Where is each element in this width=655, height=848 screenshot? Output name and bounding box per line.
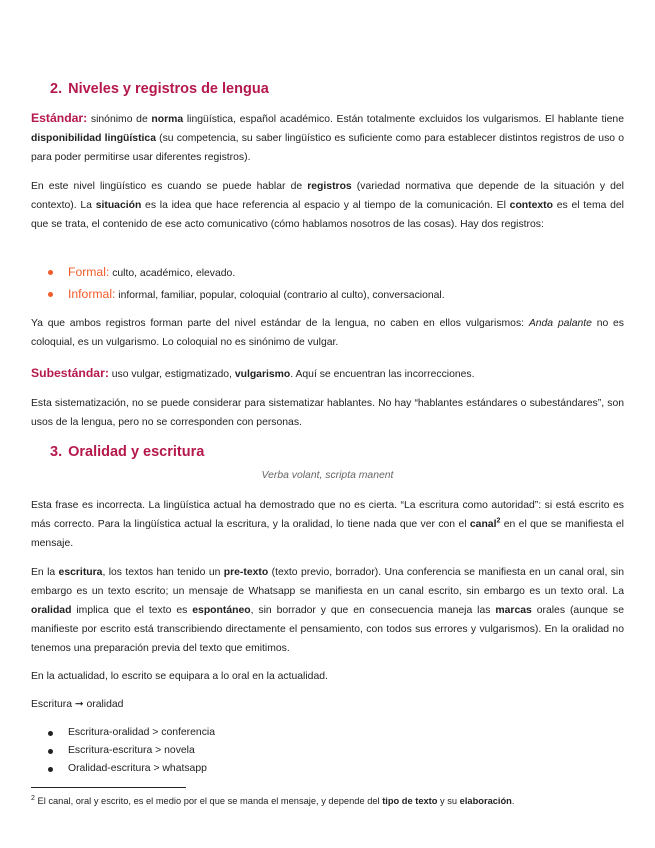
bullet-icon xyxy=(48,767,53,772)
text-run: implica que el texto es xyxy=(71,605,193,616)
text-run: Esta frase es incorrecta. La lingüística actual ha demostrado que no es cierta. “La escritura como autoridad”: si está escrito es más correcto. Para la lingüística actual la escritura, y la oralidad, lo tiene nada que ver con el xyxy=(31,500,624,530)
registro-text: culto, académico, elevado. xyxy=(109,268,236,279)
registros-list xyxy=(48,261,445,305)
text-run: (variedad normativa que depende de la situación y del contexto). La xyxy=(31,181,624,211)
ya-que-paragraph xyxy=(31,314,624,352)
text-run: orales (aunque se manifieste por escrito está transcribiendo directamente el pensamiento, con todos sus errores y vulgarismos). En la oralidad no tenemos una preparación previa del texto que emitimos. xyxy=(31,605,624,654)
text-run: En este nivel lingüístico es cuando se puede hablar de xyxy=(31,181,308,192)
bold-term: canal xyxy=(469,519,497,530)
footnote-number: 2 xyxy=(31,794,35,802)
text-run: sinónimo de xyxy=(87,114,152,125)
text-run: lingüística, español académico. Están totalmente excluidos los vulgarismos. El hablante tiene xyxy=(183,114,624,125)
escritura-paragraph xyxy=(31,563,624,658)
bold-term: escritura xyxy=(58,567,103,578)
text-run: es el tema del que se trata, el contenido de ese acto comunicativo (cómo hablamos nosotros de las cosas). Hay dos registros: xyxy=(31,200,624,230)
text-run: En la xyxy=(31,567,59,578)
estandar-paragraph xyxy=(31,109,624,167)
section-title: Oralidad y escritura xyxy=(68,444,205,460)
bold-term: marcas xyxy=(495,605,532,616)
list-item-text: Escritura-escritura > novela xyxy=(68,745,195,756)
bullet-icon xyxy=(48,749,53,754)
bold-term: espontáneo xyxy=(192,605,251,616)
nivel-paragraph xyxy=(31,177,624,234)
section-number: 2. xyxy=(50,81,63,97)
list-item-text: Escritura-oralidad > conferencia xyxy=(68,727,215,738)
escritura-oralidad-line: Escritura ➞ oralidad xyxy=(31,699,124,710)
text-run: Ya que ambos registros forman parte del nivel estándar de la lengua, no caben en ellos vulgarismos: xyxy=(31,318,529,329)
section-title: Niveles y registros de lengua xyxy=(68,81,269,97)
text-run: , sin borrador y que en consecuencia maneja las xyxy=(250,605,496,616)
canal-list xyxy=(48,724,215,778)
text-run: y su xyxy=(437,796,460,806)
section-3-heading xyxy=(50,444,204,460)
bold-term: vulgarismo xyxy=(234,369,291,380)
registro-label: Informal: xyxy=(68,287,116,301)
text-run: en el que se manifiesta el mensaje. xyxy=(31,519,624,549)
list-item xyxy=(48,742,215,760)
latin-quote: Verba volant, scripta manent xyxy=(261,470,394,481)
list-item xyxy=(48,261,445,283)
list-item-text: Oralidad-escritura > whatsapp xyxy=(68,763,207,774)
bold-term: registros xyxy=(307,181,352,192)
registro-label: Formal: xyxy=(68,265,110,279)
bold-term: norma xyxy=(151,114,184,125)
text-run: es la idea que hace referencia al espacio y al tiempo de la comunicación. El xyxy=(141,200,510,211)
italic-example: Anda palante xyxy=(528,318,592,329)
text-run: El canal, oral y escrito, es el medio por el que se manda el mensaje, y depende del xyxy=(34,796,383,806)
bullet-icon xyxy=(48,731,53,736)
list-item xyxy=(48,724,215,742)
actualidad-paragraph: En la actualidad, lo escrito se equipara a lo oral en la actualidad. xyxy=(31,671,328,682)
bold-term: situación xyxy=(95,200,142,211)
footnote-divider xyxy=(31,787,186,788)
section-number: 3. xyxy=(50,444,63,460)
text-run: , los textos han tenido un xyxy=(102,567,224,578)
estandar-lead: Estándar: xyxy=(31,111,88,125)
subestandar-lead: Subestándar: xyxy=(31,366,109,380)
bold-term: oralidad xyxy=(31,605,72,616)
bullet-icon xyxy=(48,292,53,297)
text-run: no es coloquial, es un vulgarismo. Lo coloquial no es sinónimo de vulgar. xyxy=(31,318,624,348)
bold-term: elaboración xyxy=(459,796,512,806)
text-run: . Aquí se encuentran las incorrecciones. xyxy=(290,369,475,380)
text-run: (su competencia, su saber lingüístico es suficiente como para establecer distintos registros de uso o para poder permitirse usar diferentes registros). xyxy=(31,133,624,163)
list-item xyxy=(48,760,215,778)
bold-term: tipo de texto xyxy=(382,796,438,806)
bullet-icon xyxy=(48,270,53,275)
bold-term: disponibilidad lingüística xyxy=(31,133,156,144)
section-2-heading xyxy=(50,81,269,97)
footnote xyxy=(31,795,631,808)
sistematizacion-paragraph: Esta sistematización, no se puede considerar para sistematizar hablantes. No hay “hablantes estándares o subestándares”, son usos de la lengua, pero no se corresponden con personas. xyxy=(31,398,624,428)
text-run: (texto previo, borrador). Una conferencia se manifiesta en un canal oral, sin embargo es un texto escrito; un mensaje de Whatsapp se manifiesta en un canal escrito, sin embargo es un texto oral. La xyxy=(31,567,625,597)
text-run: uso vulgar, estigmatizado, xyxy=(108,369,235,380)
bold-term: pre-texto xyxy=(223,567,269,578)
list-item xyxy=(48,283,445,305)
bold-term: contexto xyxy=(509,200,553,211)
subestandar-paragraph xyxy=(31,364,624,384)
text-run: . xyxy=(511,796,515,806)
registro-text: informal, familiar, popular, coloquial (contrario al culto), conversacional. xyxy=(115,290,445,301)
frase-paragraph xyxy=(31,496,624,553)
footnote-ref[interactable]: 2 xyxy=(496,517,501,525)
